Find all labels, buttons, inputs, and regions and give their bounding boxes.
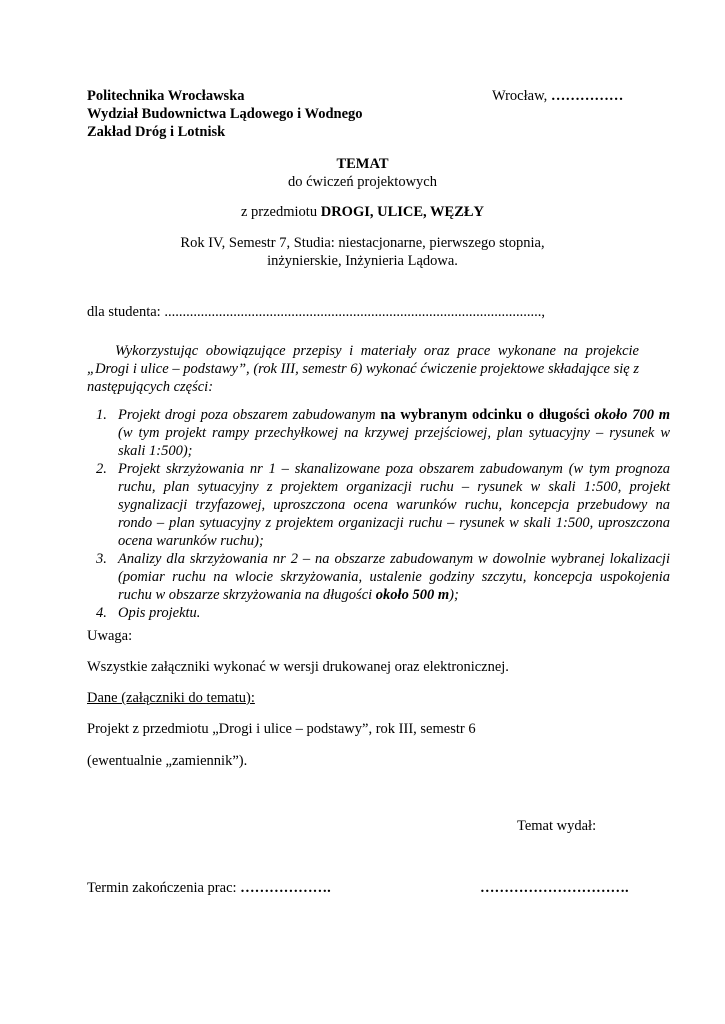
department-name: Zakład Dróg i Lotnisk (87, 124, 226, 140)
task-1-details: (w tym projekt rampy przechyłkowej na krzywej przejściowej, plan sytuacyjny – rysunek w skali 1:500); (118, 425, 670, 459)
student-line (87, 303, 545, 321)
faculty-name: Wydział Budownictwa Lądowego i Wodnego (87, 106, 363, 122)
document-heading: TEMAT (336, 156, 389, 172)
student-label: dla studenta: (87, 304, 161, 320)
task-item (96, 604, 670, 622)
task-number: 1. (96, 407, 107, 423)
deadline-blank: ………………. (240, 880, 331, 896)
issued-by-label: Temat wydał: (517, 818, 597, 834)
subject-line (0, 203, 725, 221)
program-line-1: Rok IV, Semestr 7, Studia: niestacjonarne, pierwszego stopnia, (180, 235, 545, 251)
remark-label: Uwaga: (87, 628, 133, 644)
intro-paragraph (87, 342, 639, 396)
university-name: Politechnika Wrocławska (87, 88, 245, 104)
task-number: 4. (96, 605, 107, 621)
task-item (96, 406, 671, 460)
student-blank: ........................................................................................................, (164, 304, 545, 320)
task-1-length: około 700 m (594, 407, 671, 423)
deadline-label: Termin zakończenia prac: (87, 880, 237, 896)
intro-text: Wykorzystując obowiązujące przepisy i materiały oraz prace wykonane na projekcie „Drogi i ulice – podstawy”, (rok III, semestr 6) wykonać ćwiczenie projektowe składające się z następujących części: (87, 343, 639, 395)
task-1-text: Projekt drogi poza obszarem zabudowanym (118, 407, 376, 423)
deadline-line (87, 879, 331, 897)
date-blank: …………… (550, 88, 624, 104)
place-date (492, 87, 623, 105)
attachment-2: (ewentualnie „zamiennik”). (87, 753, 248, 769)
attachment-1: Projekt z przedmiotu „Drogi i ulice – podstawy”, rok III, semestr 6 (87, 721, 476, 737)
task-3-end: ); (449, 587, 459, 603)
attachments-label: Dane (załączniki do tematu): (87, 690, 255, 706)
task-1-bold: na wybranym odcinku o długości (380, 407, 590, 423)
task-2-text: Projekt skrzyżowania nr 1 – skanalizowane poza obszarem zabudowanym (w tym prognoza ruchu, plan sytuacyjny z projektem organizacji ruchu – rysunek w skali 1:500, projekt sygnalizacji trzyfazowej, uproszczona ocena warunków ruchu, koncepcja przebudowy na rondo – plan sytuacyjny z projektem organizacji ruchu – rysunek w skali 1:500, uproszczona ocena warunków ruchu); (118, 461, 670, 549)
remark-text: Wszystkie załączniki wykonać w wersji drukowanej oraz elektronicznej. (87, 659, 509, 675)
task-3-text: Analizy dla skrzyżowania nr 2 – na obszarze zabudowanym w dowolnie wybranej lokalizacji (pomiar ruchu na wlocie skrzyżowania, ustalenie godziny szczytu, koncepcja uspokojenia ruchu w obszarze skrzyżowania na długości (118, 551, 670, 603)
task-item (96, 550, 670, 604)
subject-name: DROGI, ULICE, WĘZŁY (320, 204, 485, 220)
program-line-2: inżynierskie, Inżynieria Lądowa. (267, 253, 458, 269)
subject-prefix: z przedmiotu (240, 204, 318, 220)
task-4-text: Opis projektu. (118, 605, 201, 621)
task-3-length: około 500 m (375, 587, 450, 603)
signature-line: …………………………. (480, 880, 629, 896)
task-number: 2. (96, 461, 107, 477)
task-list (87, 406, 670, 622)
document-subheading: do ćwiczeń projektowych (288, 174, 437, 190)
task-item (96, 460, 670, 550)
task-number: 3. (96, 551, 107, 567)
place-date-label: Wrocław, (492, 88, 548, 104)
